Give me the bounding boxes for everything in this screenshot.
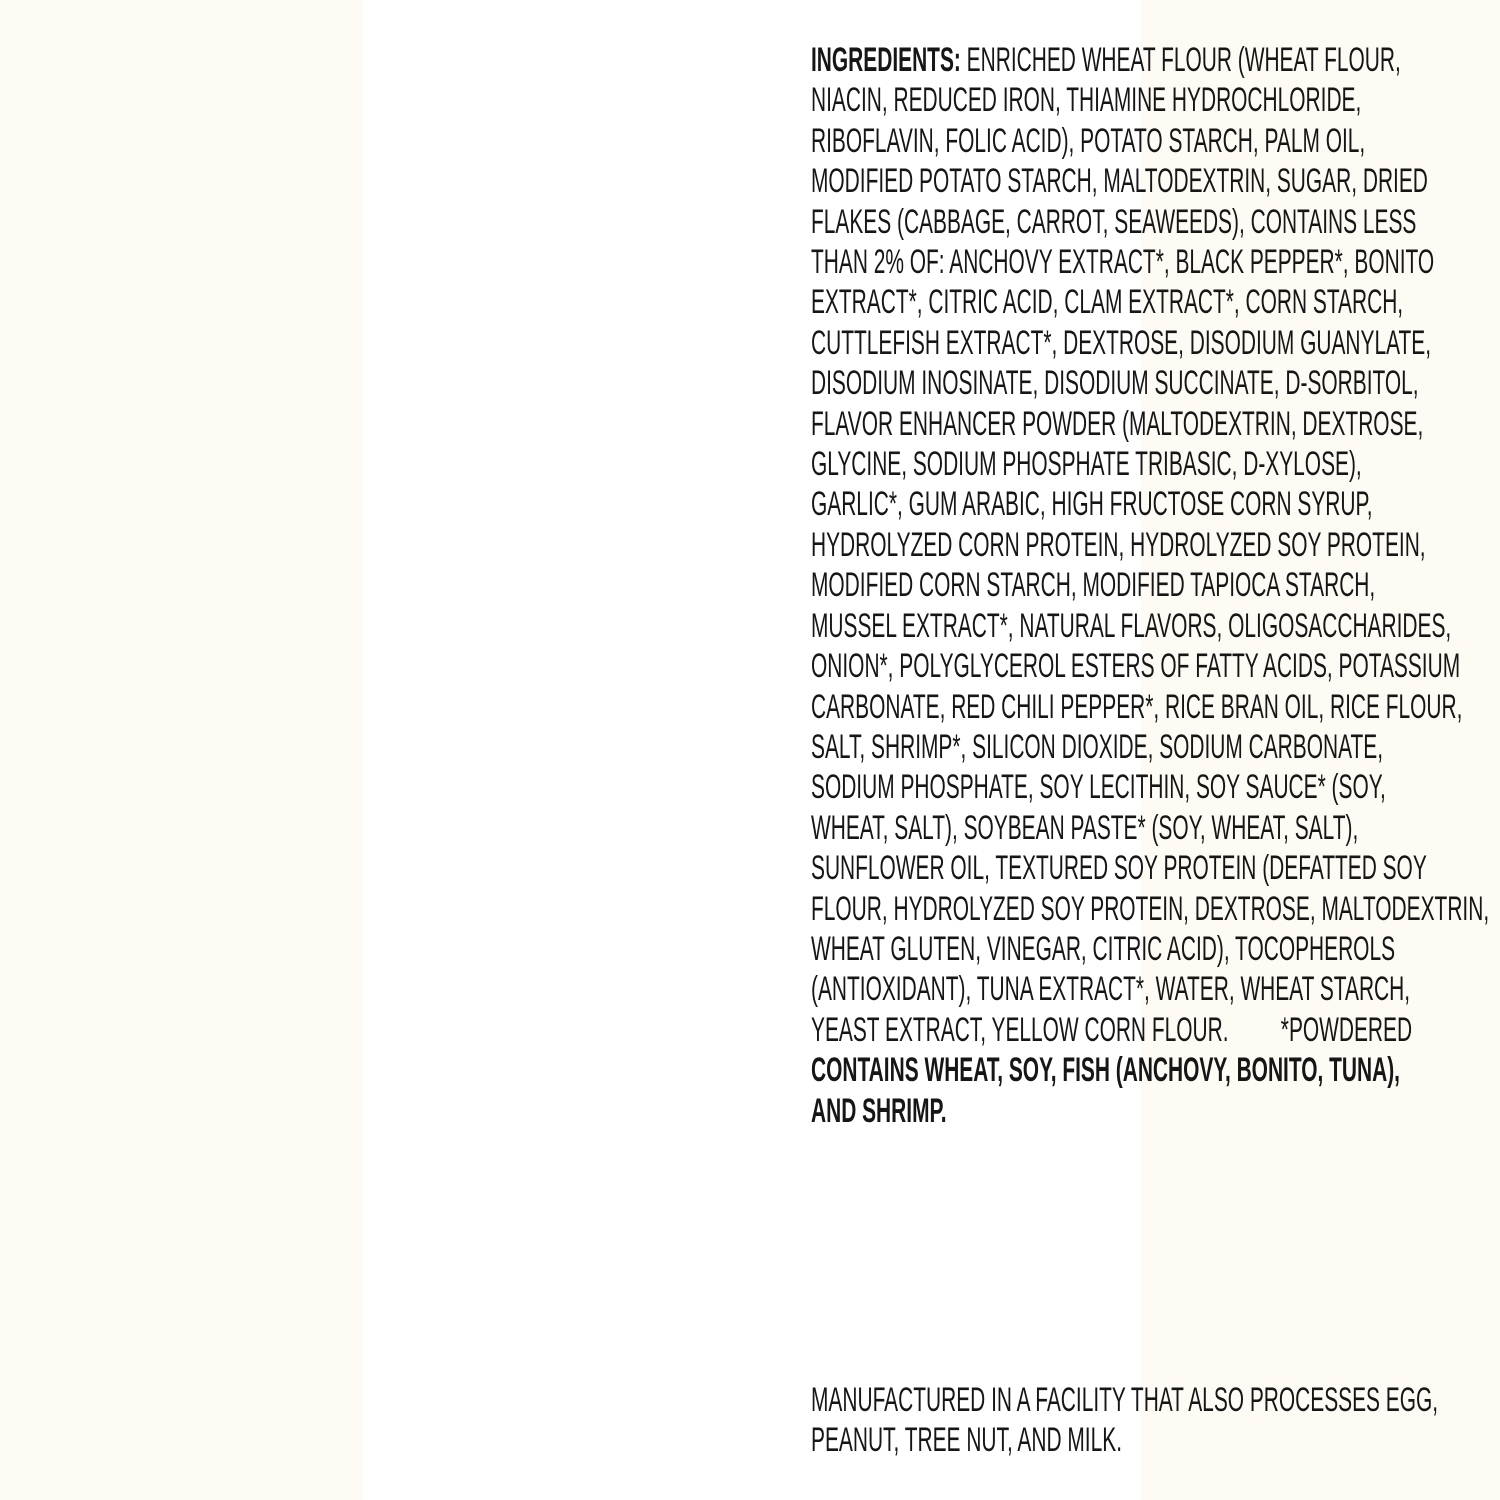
ingredients-line: MODIFIED CORN STARCH, MODIFIED TAPIOCA STARCH,: [811, 566, 1376, 605]
ingredients-line: WHEAT, SALT), SOYBEAN PASTE* (SOY, WHEAT, SALT),: [811, 808, 1359, 847]
label-panel: [362, 0, 1490, 1500]
ingredients-line: ONION*, POLYGLYCEROL ESTERS OF FATTY ACIDS, POTASSIUM: [811, 647, 1461, 686]
ingredients-line: FLOUR, HYDROLYZED SOY PROTEIN, DEXTROSE, MALTODEXTRIN,: [811, 889, 1490, 928]
ingredients-line: CUTTLEFISH EXTRACT*, DEXTROSE, DISODIUM GUANYLATE,: [811, 323, 1432, 362]
facility-line: PEANUT, TREE NUT, AND MILK.: [811, 1421, 1123, 1460]
ingredients-line: CARBONATE, RED CHILI PEPPER*, RICE BRAN OIL, RICE FLOUR,: [811, 687, 1463, 726]
ingredients-line: SUNFLOWER OIL, TEXTURED SOY PROTEIN (DEFATTED SOY: [811, 849, 1427, 888]
ingredients-line: NIACIN, REDUCED IRON, THIAMINE HYDROCHLORIDE,: [811, 81, 1362, 120]
facility-line: MANUFACTURED IN A FACILITY THAT ALSO PROCESSES EGG,: [811, 1381, 1439, 1419]
facility-statement: [811, 1380, 1500, 1461]
ingredients-line: FLAVOR ENHANCER POWDER (MALTODEXTRIN, DEXTROSE,: [811, 404, 1424, 443]
ingredients-line: EXTRACT*, CITRIC ACID, CLAM EXTRACT*, CORN STARCH,: [811, 283, 1404, 322]
ingredients-line: SODIUM PHOSPHATE, SOY LECITHIN, SOY SAUCE* (SOY,: [811, 768, 1386, 807]
ingredients-line: FLAKES (CABBAGE, CARROT, SEAWEEDS), CONTAINS LESS: [811, 202, 1417, 241]
ingredients-line: THAN 2% OF: ANCHOVY EXTRACT*, BLACK PEPPER*, BONITO: [811, 243, 1435, 282]
ingredients-line: WHEAT GLUTEN, VINEGAR, CITRIC ACID), TOCOPHEROLS: [811, 929, 1396, 968]
ingredients-line: GLYCINE, SODIUM PHOSPHATE TRIBASIC, D-XYLOSE),: [811, 445, 1362, 484]
ingredients-line: YEAST EXTRACT, YELLOW CORN FLOUR. *POWDERED: [811, 1010, 1413, 1049]
ingredients-line: CONTAINS WHEAT, SOY, FISH (ANCHOVY, BONITO, TUNA),: [811, 1051, 1400, 1090]
ingredients-line: MODIFIED POTATO STARCH, MALTODEXTRIN, SUGAR, DRIED: [811, 162, 1428, 201]
ingredients-line: SALT, SHRIMP*, SILICON DIOXIDE, SODIUM CARBONATE,: [811, 727, 1384, 766]
ingredients-heading: INGREDIENTS:: [811, 41, 961, 79]
ingredients-text: [811, 40, 1500, 1131]
ingredients-line: INGREDIENTS: ENRICHED WHEAT FLOUR (WHEAT FLOUR,: [811, 41, 1401, 79]
ingredients-line: HYDROLYZED CORN PROTEIN, HYDROLYZED SOY PROTEIN,: [811, 525, 1426, 564]
ingredients-line: (ANTIOXIDANT), TUNA EXTRACT*, WATER, WHEAT STARCH,: [811, 970, 1411, 1009]
ingredients-line: AND SHRIMP.: [811, 1091, 947, 1130]
ingredients-line: DISODIUM INOSINATE, DISODIUM SUCCINATE, D-SORBITOL,: [811, 364, 1419, 403]
ingredients-line: GARLIC*, GUM ARABIC, HIGH FRUCTOSE CORN SYRUP,: [811, 485, 1373, 524]
ingredients-line: MUSSEL EXTRACT*, NATURAL FLAVORS, OLIGOSACCHARIDES,: [811, 606, 1452, 645]
ingredients-line: RIBOFLAVIN, FOLIC ACID), POTATO STARCH, PALM OIL,: [811, 121, 1366, 160]
